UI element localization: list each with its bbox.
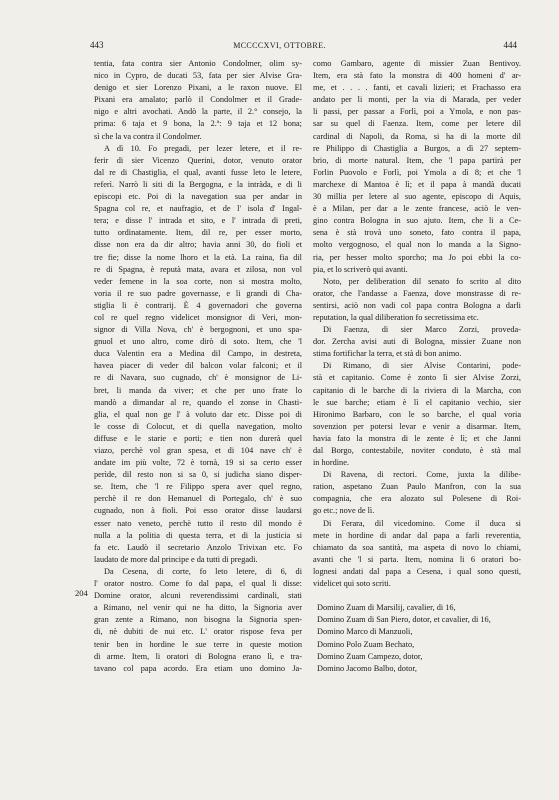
text-line: gran zente a Rimano, non bisogna la Signoria spen-: [94, 615, 302, 625]
text-line: li passi, per passar a Forlì, poi a Ymola, e non pas-: [313, 107, 521, 117]
text-line: 30 millia per letere al suo agente, episcopo di Aquis,: [313, 192, 521, 202]
text-line: nulla a la politia di questa terra, et di la justicia si: [94, 530, 302, 540]
text-line: orator, che l'andasse a Faenza, dove monstrasse di re-: [313, 288, 521, 298]
text-line: Domine orator, alcuni reverendissimi cardinali, stati: [94, 591, 302, 601]
left-column: [94, 58, 302, 675]
text-line: tentia, fata contra sier Antonio Condolmer, olim sy-: [94, 59, 302, 68]
text-line: tutto ordinatamente. Item, dil re, per esser morto,: [94, 228, 302, 238]
text-line: andate im più volte, 72 è tornà, 19 si sa certo esser: [94, 458, 302, 468]
margin-note: 204: [75, 588, 88, 598]
text-line: mete in hordine di andar dal papa a farli reverentia,: [313, 530, 521, 540]
text-line: molto vergognoso, el qual non lo manda a la Signo-: [313, 240, 521, 250]
text-line: go etc.; nove de lì.: [313, 506, 375, 516]
text-line: perchè il re don Hemanuel di Portegalo, ch' è suo: [94, 494, 302, 504]
text-line: le cosse di Colocut, et di quella navegation, molto: [94, 421, 302, 431]
text-line: dal re di Chastiglia, el qual, avanti fusse leto le letere,: [94, 167, 302, 177]
text-line: Di Faenza, di sier Marco Zorzi, proveda-: [323, 325, 521, 335]
right-column: [313, 58, 521, 675]
text-line: di arme. Item, li oratori di Bologna erano lì, e tra-: [94, 651, 302, 661]
text-line: re Philippo di Chastiglia a Burgos, a dì 27 septem-: [313, 143, 521, 153]
text-line: duca Valentin era a Medina dil Campo, in destreta,: [94, 349, 302, 359]
text-line: fa etc. Laudò il secretario Anzolo Trivixan etc. Fo: [94, 542, 302, 552]
text-line: Domino Zuam di San Piero, dotor, et cavalier, di 16,: [317, 615, 491, 625]
text-line: sovenzion per potersi levar e venir a disarmar. Item,: [313, 421, 521, 431]
text-line: havia fato la monstra di le zente è lì; et che Janni: [313, 433, 521, 443]
page-number-left: 443: [90, 40, 104, 50]
text-line: l' orator nostro. Come fo dal papa, el qual li disse:: [94, 579, 302, 589]
page-number-right: 444: [503, 40, 517, 50]
text-line: se. Item, che 'l re Filippo spera aver quel regno,: [94, 482, 302, 492]
text-line: pia, et lo scriverò qui avanti.: [313, 264, 408, 274]
text-line: andato per li monti, per la via di Marada, per veder: [313, 95, 521, 105]
text-line: sena è stà trovà uno soneto, fato contra il papa,: [313, 228, 521, 238]
text-line: brio, di morte natural. Item, che 'l papa partirà per: [313, 155, 521, 165]
text-line: Item, era stà fato la monstra di 400 homeni d' ar-: [313, 71, 521, 81]
text-line: ration, aspetano Zuan Paulo Manfron, con la sua: [313, 482, 521, 492]
running-title: MCCCCXVI, OTTOBRE.: [233, 41, 326, 50]
text-line: cugnado, non à fioli. Poi esso orator disse laudarsi: [94, 506, 302, 516]
text-line: perìde, dil resto non si sa 0, si judicha siano disper-: [94, 470, 302, 480]
text-line: A dì 10. Fo pregadi, per lezer letere, et il re-: [104, 143, 302, 153]
text-line: tavano col papa acordo. Era etiam uno domino Ja-: [94, 663, 302, 673]
text-line: denigo et sier Lorenzo Pixani, a le raxon nuove. El: [94, 83, 302, 93]
text-line: Di Rimano, di sier Alvise Contarini, pode-: [323, 361, 521, 371]
text-line: prima: 6 taja et 9 bona, la 2.ª: 9 taja et 12 bona;: [94, 119, 302, 129]
text-line: viazo, perchè vol gran spesa, et di 104 nave ch' è: [94, 446, 302, 455]
text-line: col re quel regno videlicet monsignor di Veri, mon-: [94, 312, 302, 322]
text-line: marchexe di Mantoa è lì; et il papa à mandà ducati: [313, 179, 521, 189]
text-line: chiamato da soa santità, ma aspeta di novo lo chiami,: [313, 542, 521, 552]
text-line: videlicet qui soto scriti.: [313, 579, 391, 589]
text-line: tera; e disse l' intrada et sito, e l' intrada di preti,: [94, 216, 302, 226]
text-line: esser nato veneto, perchè tutto il resto dil mondo è: [94, 518, 302, 528]
text-line: a Rimano, nel venir qui ne ha ditto, la Signoria aver: [94, 603, 302, 613]
text-line: Da Cesena, di corte, fo leto letere, di 6, di: [104, 566, 302, 576]
text-line: stima fortifichar la terra, et stà di bon animo.: [313, 349, 462, 359]
text-line: ferir di sier Vicenzo Querini, dotor, venuto orator: [94, 155, 302, 165]
text-line: di, nè dubiti de nui etc. L' orator rispose feva per: [94, 627, 302, 637]
text-line: Domino Marco di Manzuoli,: [317, 627, 413, 637]
text-line: diffuse e le starie e porti; e tien non durerà quel: [94, 433, 302, 443]
text-line: bret, li manda da viver; et che per uno frate lo: [94, 385, 302, 395]
text-line: Spagna col re, et naufragio, et de l' isola d' Ingal-: [94, 204, 302, 214]
text-line: mandò a dimandar al re, quando el zonse in Chasti-: [94, 397, 302, 407]
text-line: le sue barche; etiam è lì el capitanio vechio, sier: [313, 397, 521, 407]
text-line: [313, 590, 521, 602]
text-line: como Gambaro, agente di missier Zuan Bentivoy.: [313, 59, 521, 68]
text-line: Hironimo Barbaro, con le so barche, el qual voria: [313, 409, 521, 419]
text-line: gino contra Bologna in suo ajuto. Item, che li a Ce-: [313, 216, 521, 226]
text-line: nigo e altri avochati. Andò la parte, il 2.° consejo, la: [94, 107, 302, 117]
text-line: in hordine.: [313, 458, 349, 468]
text-line: nico in Cypro, de ducati 53, fata per sier Alvise Gra-: [94, 71, 302, 81]
text-line: glia, el qual non ge l' à voluto dar etc. Disse poi di: [94, 409, 302, 419]
text-line: referì. Narrò li siti di la Bergogna, e la intràda, e di li: [94, 179, 302, 189]
text-line: Noto, per deliberation dil senato fo scrito al dito: [323, 276, 521, 286]
text-line: Domino Polo Zuam Bechato,: [317, 639, 415, 649]
text-line: Di Ravena, di rectori. Come, juxta la dilibe-: [323, 470, 521, 480]
text-line: cardinal di Napoli, da Roma, si ha di la morte dil: [313, 131, 521, 141]
text-line: stà et capitanio. Come è zonto lì sier Alvise Zorzi,: [313, 373, 521, 383]
text-line: stiglia li è contrarij. È 4 governadori che governa: [94, 300, 302, 310]
text-line: dal Borgo, contestabile, noviter conduto, è stà mal: [313, 446, 521, 455]
text-line: Forlin Puovolo e Forlì, poi Ymola a dì 8; et che 'l: [313, 167, 521, 177]
text-line: voria il re suo padre governasse, e li grandi di Cha-: [94, 288, 302, 298]
text-line: laudato de more dal principe e da tutti di pregadi.: [94, 554, 258, 564]
text-line: disse non era da dir altro; havia anni 30, do fioli et: [94, 240, 302, 250]
text-line: reputation, la qual diliberation fo secretissima etc.: [313, 312, 479, 322]
text-line: tre fie; disse la nome lhoro et la età. La raina, fia dil: [94, 252, 302, 262]
text-line: Domino Zuam di Marsilij, cavalier, di 16,: [317, 603, 456, 613]
text-line: re di Navara, suo cugnado, ch' è monsignor de Li-: [94, 373, 302, 383]
text-line: avanti che 'l si parta. Item, nomina li 6 oratori bo-: [313, 554, 521, 564]
text-line: sar su quel di Faenza. Item, come per letere dil: [313, 119, 521, 129]
text-line: signor di Villa Nova, ch' è bergognoni, et uno spa-: [94, 325, 302, 335]
text-line: re di Spagna, è reputà mata, avara et zilosa, non vol: [94, 264, 302, 274]
text-line: dor. Zercha avisi auti di Bologna, missier Zuane non: [313, 337, 521, 347]
text-line: gnuol et uno altro, come dirò di soto. Item, che 'l: [94, 337, 302, 347]
text-line: compagnia, che era alozato sul Polesene di Roi-: [313, 494, 521, 504]
text-line: veder femene in la soa corte, non si mostra molto,: [94, 276, 302, 286]
text-line: me, et . . . . fanti, et cavali lizieri; et Frachasso era: [313, 83, 521, 93]
text-line: tenir ben in hordine le sue terre in queste motion: [94, 639, 302, 649]
text-line: episcopi etc. Poi di la navegation sua per andar in: [94, 192, 302, 202]
text-line: Pixani era amalato; parlò il Condolmer et il Grade-: [94, 95, 302, 105]
text-line: sentirsi, aciò non vadi col papa contra Bologna a darli: [313, 300, 521, 310]
text-line: havea piacer di veder dil balcon volar falconi; et il: [94, 361, 302, 371]
text-line: sì che la va contra il Condolmer.: [94, 131, 202, 141]
text-line: capitanio di le barche di la riviera di la Marcha, con: [313, 385, 521, 395]
text-line: Domino Zuam Campezo, dotor,: [317, 651, 423, 661]
text-line: Di Ferara, dil vicedomino. Come il duca si: [323, 518, 521, 528]
text-line: è a Milan, per dar a le zente francese, aciò le ven-: [313, 204, 521, 214]
text-line: Domino Jacomo Balbo, dotor,: [317, 663, 417, 673]
text-line: lognesi andati dal papa a Cesena, i qual sono questi,: [313, 566, 521, 576]
text-line: ria, per hesser molto sporcho; ma Jo poi ebbi la co-: [313, 252, 521, 262]
